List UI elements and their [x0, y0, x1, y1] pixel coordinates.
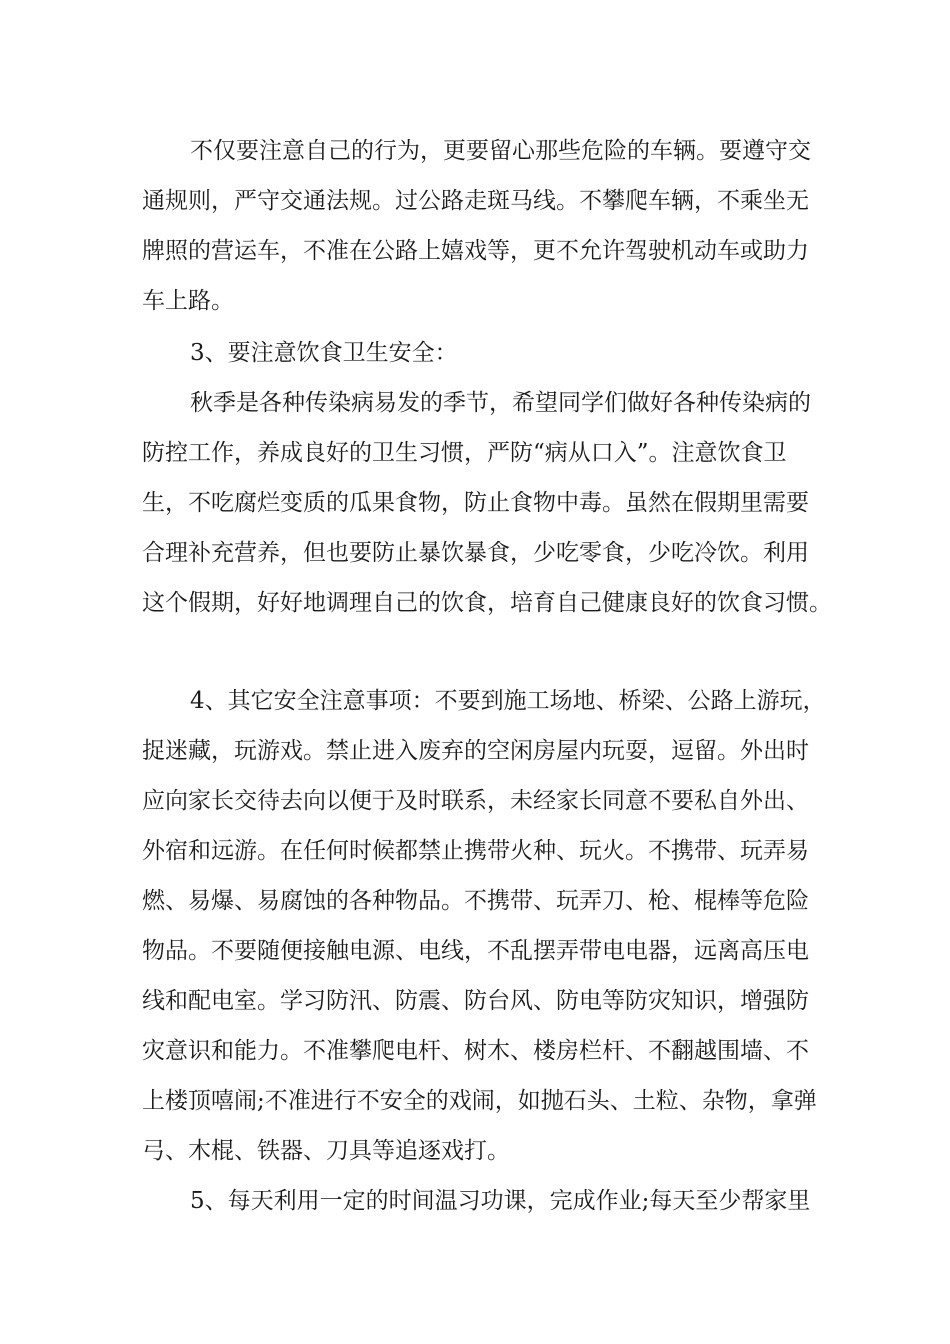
paragraph-line: 捉迷藏，玩游戏。禁止进入废弃的空闲房屋内玩耍，逗留。外出时: [142, 738, 809, 764]
paragraph-line: 灾意识和能力。不准攀爬电杆、树木、楼房栏杆、不翻越围墙、不: [142, 1038, 809, 1064]
paragraph-line: 燃、易爆、易腐蚀的各种物品。不携带、玩弄刀、枪、棍棒等危险: [142, 888, 809, 914]
paragraph-line: 应向家长交待去向以便于及时联系，未经家长同意不要私自外出、: [142, 788, 809, 814]
paragraph-line: 上楼顶嘻闹;不准进行不安全的戏闹，如抛石头、土粒、杂物，拿弹: [142, 1088, 817, 1114]
paragraph-line: 弓、木棍、铁器、刀具等追逐戏打。: [142, 1138, 510, 1164]
paragraph-line: 秋季是各种传染病易发的季节，希望同学们做好各种传染病的: [190, 390, 811, 416]
paragraph-line: 4、其它安全注意事项：不要到施工场地、桥梁、公路上游玩，: [190, 688, 826, 714]
paragraph-line: 合理补充营养，但也要防止暴饮暴食，少吃零食，少吃冷饮。利用: [142, 540, 809, 566]
paragraph-line: 生，不吃腐烂变质的瓜果食物，防止食物中毒。虽然在假期里需要: [142, 490, 809, 516]
paragraph-line: 牌照的营运车，不准在公路上嬉戏等，更不允许驾驶机动车或助力: [142, 238, 809, 264]
section-heading: 3、要注意饮食卫生安全：: [190, 340, 458, 366]
paragraph-line: 防控工作，养成良好的卫生习惯，严防“病从口入”。注意饮食卫: [142, 440, 787, 466]
paragraph-line: 外宿和远游。在任何时候都禁止携带火种、玩火。不携带、玩弄易: [142, 838, 809, 864]
paragraph-line: 物品。不要随便接触电源、电线，不乱摆弄带电电器，远离高压电: [142, 938, 809, 964]
paragraph-line: 线和配电室。学习防汛、防震、防台风、防电等防灾知识，增强防: [142, 988, 809, 1014]
paragraph-line: 通规则，严守交通法规。过公路走斑马线。不攀爬车辆，不乘坐无: [142, 188, 809, 214]
paragraph-line: 这个假期，好好地调理自己的饮食，培育自己健康良好的饮食习惯。: [142, 590, 832, 616]
paragraph-line: 不仅要注意自己的行为，更要留心那些危险的车辆。要遵守交: [190, 138, 811, 164]
paragraph-line: 5、每天利用一定的时间温习功课，完成作业;每天至少帮家里: [190, 1188, 811, 1214]
paragraph-line: 车上路。: [142, 288, 234, 314]
